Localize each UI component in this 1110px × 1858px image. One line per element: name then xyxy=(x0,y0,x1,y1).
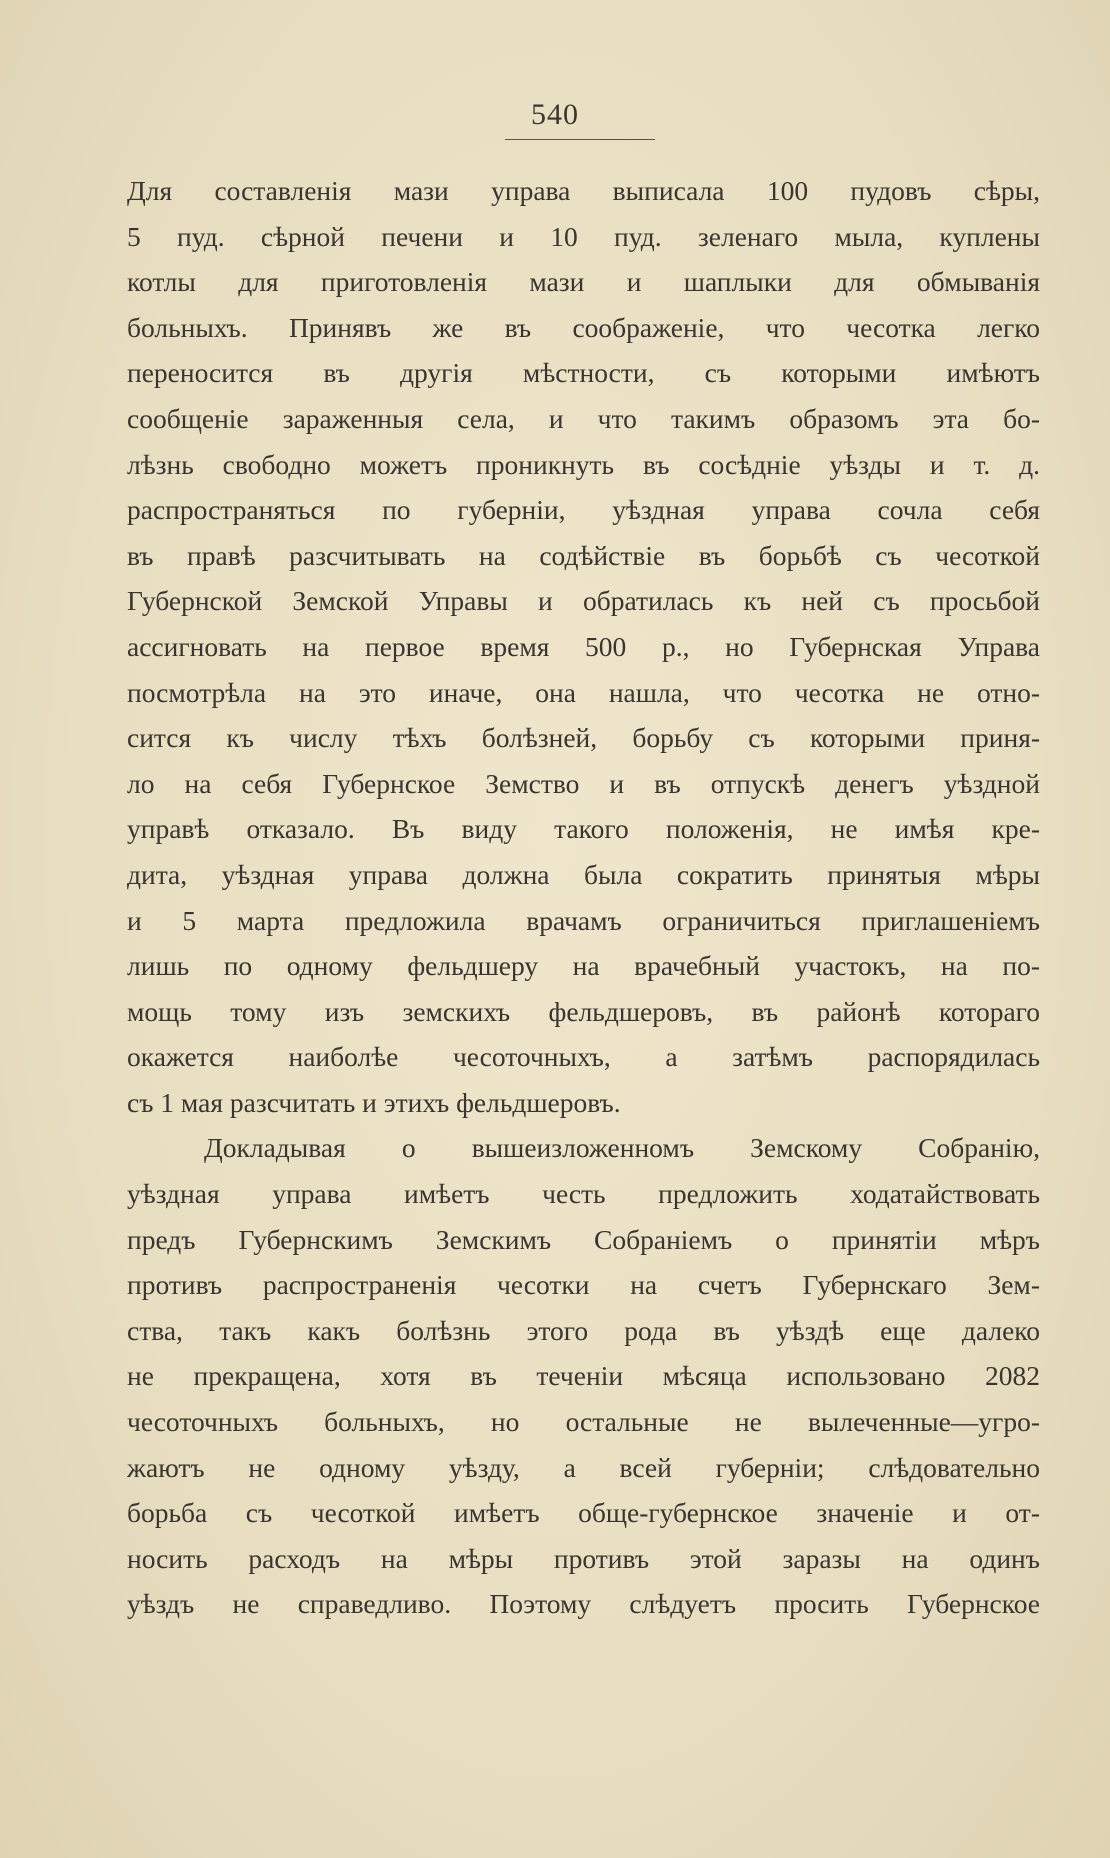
text-line: уѣздъ не справедливо. Поэтому слѣдуетъ просить Губернское xyxy=(127,1588,1040,1620)
text-line: борьба съ чесоткой имѣетъ обще-губернское значеніе и от- xyxy=(127,1497,1040,1529)
body-text xyxy=(127,168,1040,1627)
text-line: лишь по одному фельдшеру на врачебный участокъ, на по- xyxy=(127,950,1040,982)
text-line: управѣ отказало. Въ виду такого положенія, не имѣя кре- xyxy=(127,813,1040,845)
text-line: Губернской Земской Управы и обратилась къ ней съ просьбой xyxy=(127,585,1040,617)
text-line: лѣзнь свободно можетъ проникнуть въ сосѣдніе уѣзды и т. д. xyxy=(127,448,1040,480)
text-line: сится къ числу тѣхъ болѣзней, борьбу съ которыми приня- xyxy=(127,722,1040,754)
text-line: окажется наиболѣе чесоточныхъ, а затѣмъ распорядилась xyxy=(127,1041,1040,1073)
text-line: котлы для приготовленія мази и шаплыки для обмыванія xyxy=(127,266,1040,298)
text-line: мощь тому изъ земскихъ фельдшеровъ, въ районѣ котораго xyxy=(127,995,1040,1027)
text-line: уѣздная управа имѣетъ честь предложить ходатайствовать xyxy=(127,1178,1040,1210)
text-line: ассигновать на первое время 500 р., но Губернская Управа xyxy=(127,630,1040,662)
text-line: противъ распространенія чесотки на счетъ Губернскаго Зем- xyxy=(127,1269,1040,1301)
text-line: въ правѣ разсчитывать на содѣйствіе въ борьбѣ съ чесоткой xyxy=(127,539,1040,571)
text-line: дита, уѣздная управа должна была сократить принятыя мѣры xyxy=(127,858,1040,890)
text-line: 5 пуд. сѣрной печени и 10 пуд. зеленаго мыла, куплены xyxy=(127,220,1040,252)
paragraph-first-line: Докладывая о вышеизложенномъ Земскому Собранію, xyxy=(204,1132,1040,1164)
text-line: ло на себя Губернское Земство и въ отпускѣ денегъ уѣздной xyxy=(127,767,1040,799)
text-line: и 5 марта предложила врачамъ ограничиться приглашеніемъ xyxy=(127,904,1040,936)
header-rule xyxy=(505,139,655,140)
text-line: чесоточныхъ больныхъ, но остальные не вылеченные—угро- xyxy=(127,1406,1040,1438)
text-line: носить расходъ на мѣры противъ этой заразы на одинъ xyxy=(127,1542,1040,1574)
text-line: не прекращена, хотя въ теченіи мѣсяца использовано 2082 xyxy=(127,1360,1040,1392)
text-line: предъ Губернскимъ Земскимъ Собраніемъ о принятіи мѣръ xyxy=(127,1223,1040,1255)
text-line: сообщеніе зараженныя села, и что такимъ образомъ эта бо- xyxy=(127,402,1040,434)
paragraph-last-line: съ 1 мая разсчитать и этихъ фельдшеровъ. xyxy=(127,1086,621,1118)
text-line: ства, такъ какъ болѣзнь этого рода въ уѣздѣ еще далеко xyxy=(127,1314,1040,1346)
text-line: больныхъ. Принявъ же въ соображеніе, что чесотка легко xyxy=(127,311,1040,343)
page-number: 540 xyxy=(531,98,579,131)
text-line: посмотрѣла на это иначе, она нашла, что чесотка не отно- xyxy=(127,676,1040,708)
text-line: Для составленія мази управа выписала 100 пудовъ сѣры, xyxy=(127,175,1040,206)
text-line: переносится въ другія мѣстности, съ которыми имѣютъ xyxy=(127,357,1040,389)
text-line: жаютъ не одному уѣзду, а всей губерніи; слѣдовательно xyxy=(127,1451,1040,1483)
text-line: распространяться по губерніи, уѣздная управа сочла себя xyxy=(127,494,1040,526)
